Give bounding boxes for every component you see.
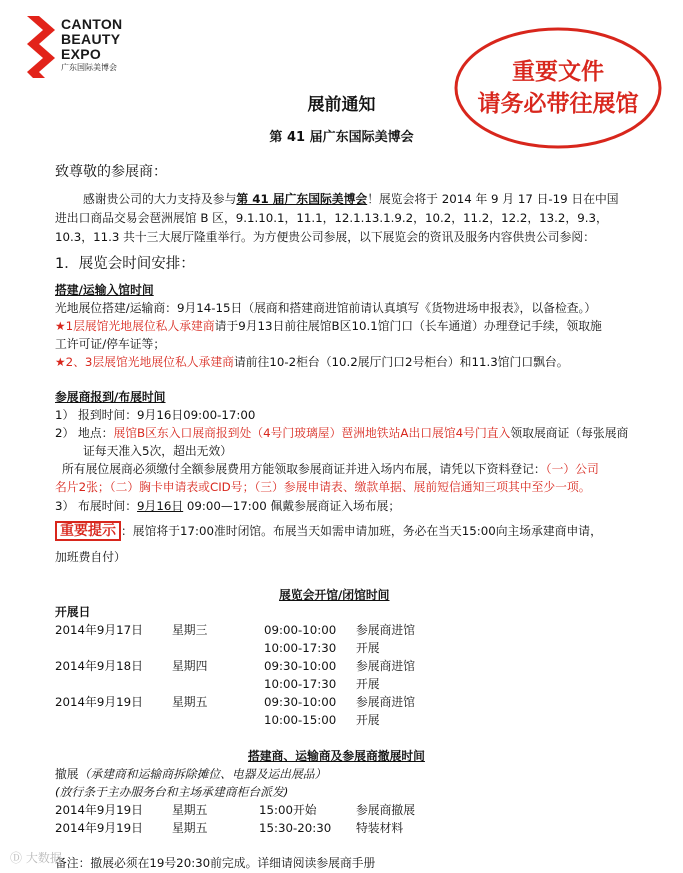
hours-time: 09:30-10:00: [264, 695, 337, 709]
exhibitor-location: 展馆B区东入口展商报到处（4号门玻璃屋）琶洲地铁站A出口展馆4号门直入: [113, 426, 511, 440]
exhibitor-item-3-text: 09:00—17:00 佩戴参展商证入场布展；: [183, 499, 401, 513]
logo-line-2: BEAUTY: [61, 31, 121, 47]
exhibitor-item-2-text: 领取展商证（每张展商: [510, 426, 629, 440]
dismantle-note: 备注：撤展必须在19号20:30前完成。详细请阅读参展商手册: [55, 856, 376, 870]
hours-weekday: 星期五: [172, 695, 208, 709]
stamp-line-2: 请务必带往展馆: [477, 90, 639, 117]
dismantle-label: 撤展: [55, 767, 79, 781]
important-notice-label: 重要提示: [55, 521, 121, 541]
logo-line-3: EXPO: [61, 46, 102, 62]
build-heading: 搭建/运输入馆时间: [55, 283, 154, 297]
logo-subtitle: 广东国际美博会: [61, 63, 117, 72]
dismantle-date: 2014年9月19日: [55, 821, 143, 835]
dismantle-heading: 搭建商、运输商及参展商撤展时间: [248, 749, 425, 763]
intro-line-2: 进出口商品交易会琶洲展馆 B 区，9.1.10.1，11.1，12.1.13.1.9.2，10.2，11.2，12.2，13.2，9.3，: [55, 211, 608, 225]
exhibitor-requirements-red-1: （一）公司: [545, 462, 599, 476]
section-1-heading: 1．展览会时间安排：: [55, 256, 195, 272]
hours-desc: 开展: [356, 713, 380, 727]
intro-expo-name: 第 41 届广东国际美博会: [236, 192, 368, 206]
page-title: 展前通知: [307, 95, 376, 115]
hours-time: 09:30-10:00: [264, 659, 337, 673]
build-line-2-text: 请于9月13日前往展馆B区10.1馆门口（长车通道）办理登记手续，领取施: [214, 319, 602, 333]
hours-time: 10:00-17:30: [264, 641, 337, 655]
exhibitor-requirements: [62, 461, 599, 477]
hours-desc: 参展商进馆: [356, 659, 415, 673]
watermark-text: 大数据: [25, 851, 62, 865]
dismantle-line-2: (放行条于主办服务台和主场承建商柜台派发): [55, 785, 289, 799]
build-private-23f: ★2、3层展馆光地展位私人承建商: [55, 355, 234, 369]
hours-time: 09:00-10:00: [264, 623, 337, 637]
dismantle-desc: （承建商和运输商拆除摊位、电器及运出展品）: [78, 767, 327, 781]
watermark: [10, 849, 62, 866]
intro-line-3: 10.3，11.3 共十三大展厅隆重举行。为方便贵公司参展，以下展览会的资讯及服务内容供贵公司参阅：: [55, 230, 595, 244]
exhibitor-setup-date: 9月16日: [137, 499, 184, 513]
hours-desc: 参展商进馆: [356, 623, 415, 637]
dismantle-desc: 特装材料: [356, 821, 404, 835]
hours-weekday: 星期四: [172, 659, 208, 673]
exhibitor-item-3-label: 3） 布展时间：: [55, 499, 138, 513]
build-line-3: 工许可证/停车证等；: [55, 337, 166, 351]
dismantle-time: 15:00开始: [259, 803, 317, 817]
intro-line-1: [83, 191, 619, 207]
logo-mark-icon: [25, 14, 57, 80]
build-line-2: [55, 318, 602, 334]
exhibitor-item-2-line-2: 证每天准入5次，超出无效）: [83, 444, 233, 458]
exhibitor-heading: 参展商报到/布展时间: [55, 390, 166, 404]
exhibitor-item-1: 1） 报到时间：9月16日09:00-17:00: [55, 408, 256, 422]
dismantle-date: 2014年9月19日: [55, 803, 143, 817]
stamp-line-1: 重要文件: [512, 58, 604, 85]
hours-date: 2014年9月18日: [55, 659, 143, 673]
dismantle-weekday: 星期五: [172, 803, 208, 817]
exhibitor-item-2-label: 2） 地点：: [55, 426, 114, 440]
greeting: 致尊敬的参展商：: [55, 164, 167, 180]
exhibitor-item-2: [55, 425, 628, 441]
build-line-1: 光地展位搭建/运输商：9月14-15日（展商和搭建商进馆前请认真填写《货物进场申报表》，以备检查。）: [55, 301, 597, 315]
page-subtitle: 第 41 届广东国际美博会: [269, 130, 414, 145]
hours-date: 2014年9月17日: [55, 623, 143, 637]
exhibitor-requirements-red-2: 名片2张；（二）胸卡申请表或CID号；（三）参展申请表、缴款单据、展前短信通知三项其中至少一项。: [55, 480, 591, 494]
exhibitor-item-3: [55, 498, 400, 514]
watermark-icon: Ⓓ: [10, 851, 23, 865]
hours-desc: 开展: [356, 641, 380, 655]
build-line-4: [55, 354, 569, 370]
important-notice-text: ：展馆将于17:00准时闭馆。布展当天如需申请加班，务必在当天15:00向主场承建商申请，: [121, 524, 602, 538]
intro-text-cont: ！展览会将于 2014 年 9 月 17 日-19 日在中国: [367, 192, 619, 206]
exhibitor-requirements-text: 所有展位展商必须缴付全额参展费用方能领取参展商证并进入场内布展，请凭以下资料登记：: [62, 462, 546, 476]
hours-weekday: 星期三: [172, 623, 208, 637]
intro-text: 感谢贵公司的大力支持及参与: [83, 192, 237, 206]
build-private-1f: ★1层展馆光地展位私人承建商: [55, 319, 215, 333]
hours-time: 10:00-17:30: [264, 677, 337, 691]
logo-line-1: CANTON: [61, 16, 123, 32]
hours-desc: 参展商进馆: [356, 695, 415, 709]
dismantle-time: 15:30-20:30: [259, 821, 332, 835]
hours-desc: 开展: [356, 677, 380, 691]
dismantle-line-1: [55, 766, 326, 782]
hours-subheading: 开展日: [55, 605, 91, 619]
hours-time: 10:00-15:00: [264, 713, 337, 727]
important-notice-line-2: 加班费自付）: [55, 550, 126, 564]
hours-heading: 展览会开馆/闭馆时间: [279, 588, 390, 602]
dismantle-desc: 参展商撤展: [356, 803, 415, 817]
build-line-4-text: 请前往10-2柜台（10.2展厅门口2号柜台）和11.3馆门口飘台。: [233, 355, 569, 369]
important-notice: [55, 521, 602, 541]
dismantle-weekday: 星期五: [172, 821, 208, 835]
hours-date: 2014年9月19日: [55, 695, 143, 709]
